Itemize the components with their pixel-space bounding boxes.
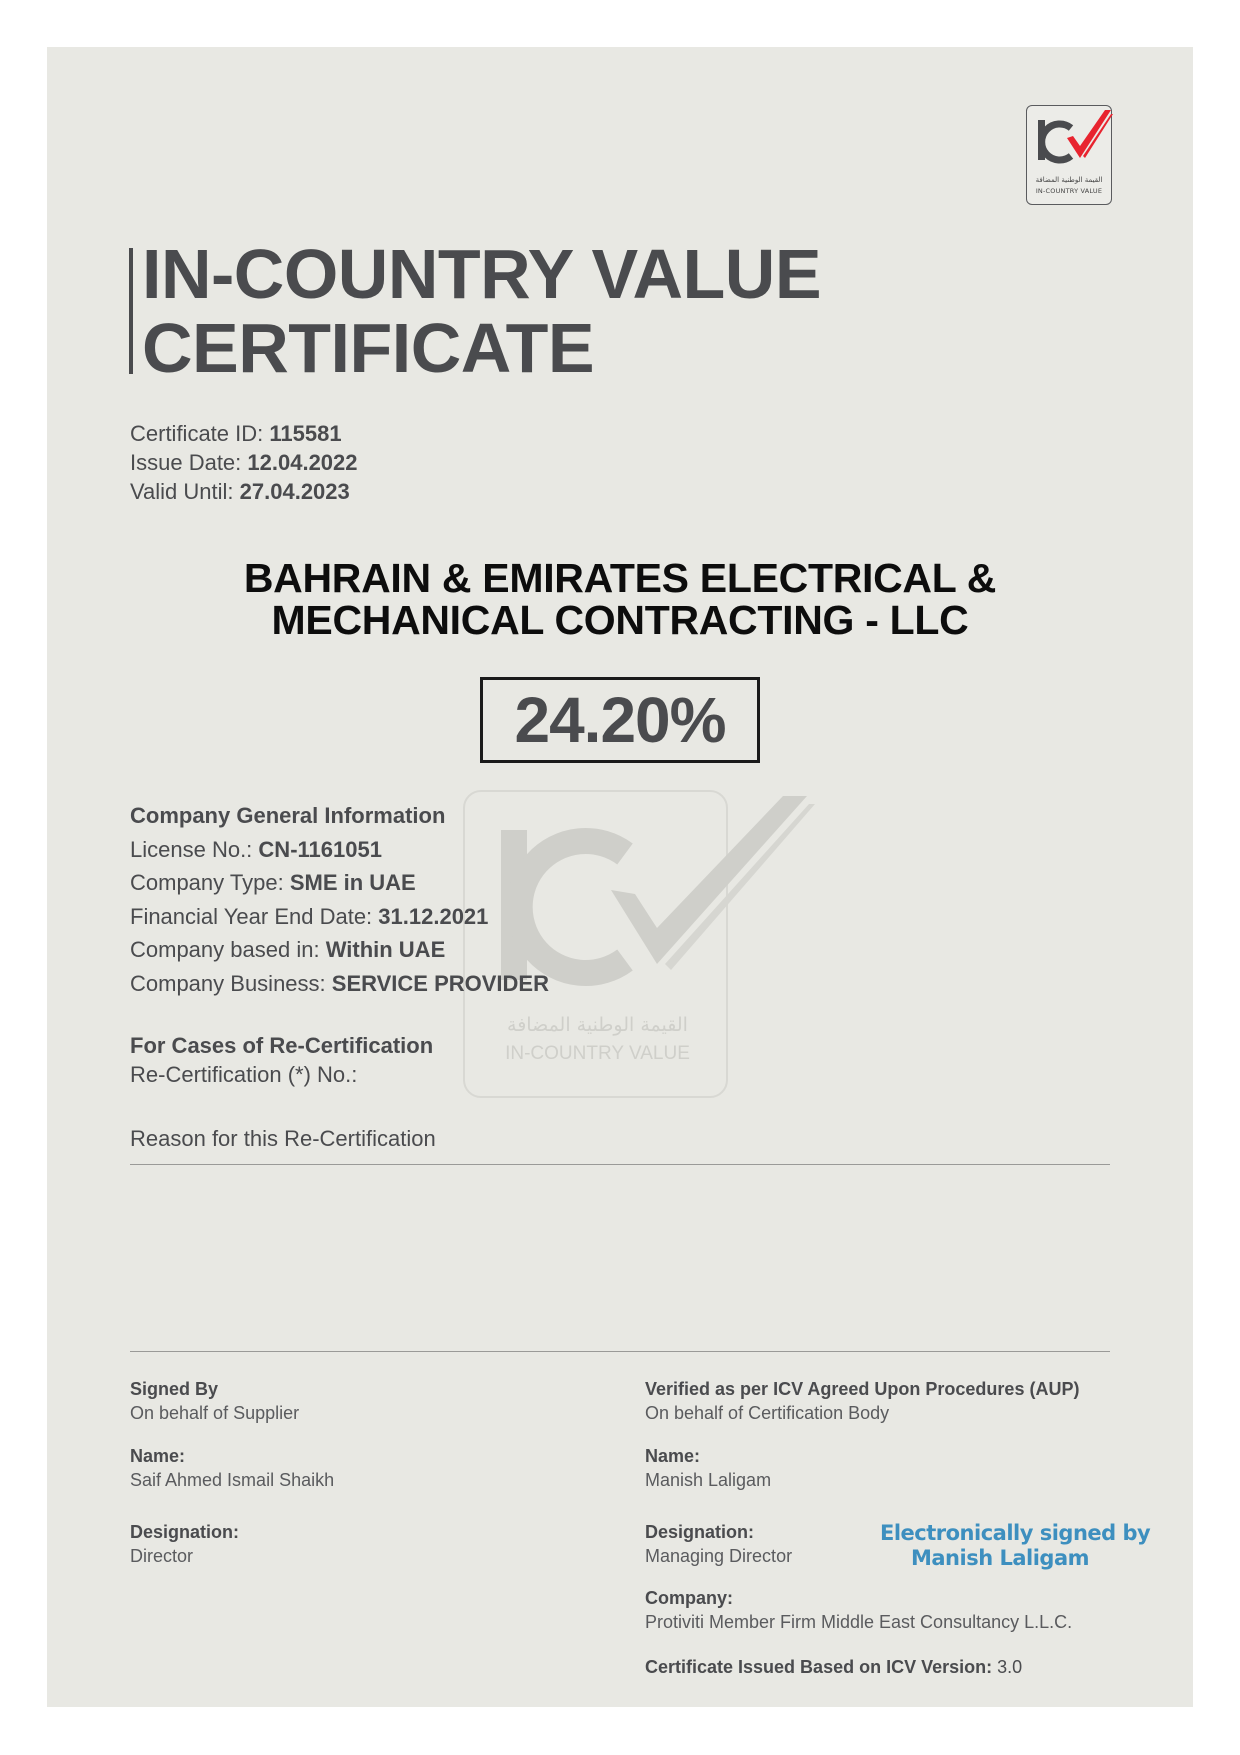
verified-label: Verified as per ICV Agreed Upon Procedures (AUP)	[645, 1379, 1080, 1399]
verifier-designation-label: Designation:	[645, 1522, 755, 1542]
company-based-label: Company based in:	[130, 937, 320, 962]
company-name-line-1: BAHRAIN & EMIRATES ELECTRICAL &	[243, 555, 997, 601]
company-name-line-2: MECHANICAL CONTRACTING - LLC	[271, 597, 969, 643]
company-business-row	[130, 971, 549, 997]
recert-reason-label: Reason for this Re-Certification	[130, 1126, 436, 1151]
icv-version-label: Certificate Issued Based on ICV Version:	[645, 1657, 993, 1677]
recert-heading: For Cases of Re-Certification	[130, 1033, 434, 1058]
financial-year-value: 31.12.2021	[378, 904, 489, 929]
company-type-value: SME in UAE	[289, 870, 416, 895]
company-type-label: Company Type:	[130, 870, 284, 895]
reason-divider	[130, 1164, 1110, 1165]
signed-by-value: On behalf of Supplier	[130, 1403, 300, 1423]
financial-year-row	[130, 904, 488, 930]
supplier-designation-label: Designation:	[130, 1522, 240, 1542]
valid-until-value: 27.04.2023	[239, 479, 350, 504]
logo-english-text: IN-COUNTRY VALUE	[1035, 187, 1103, 195]
verifier-name-label: Name:	[645, 1446, 701, 1466]
recert-number-label: Re-Certification (*) No.:	[130, 1062, 358, 1087]
issue-date-row	[130, 450, 358, 476]
verified-value: On behalf of Certification Body	[645, 1403, 890, 1423]
company-based-value: Within UAE	[325, 937, 446, 962]
icv-watermark	[463, 790, 728, 1098]
license-value: CN-1161051	[258, 837, 382, 862]
title-accent-bar	[129, 248, 133, 374]
icv-score-box	[480, 677, 760, 763]
signature-divider	[130, 1351, 1110, 1352]
license-label: License No.:	[130, 837, 253, 862]
verifier-name-value: Manish Laligam	[645, 1470, 772, 1490]
title-line-1: IN-COUNTRY VALUE	[142, 235, 822, 313]
certificate-id-row	[130, 421, 342, 447]
signed-by-label: Signed By	[130, 1379, 219, 1399]
valid-until-label: Valid Until:	[130, 479, 234, 504]
electronic-signature	[880, 1521, 1151, 1571]
supplier-name-value: Saif Ahmed Ismail Shaikh	[130, 1470, 335, 1490]
company-based-row	[130, 937, 445, 963]
watermark-english-text: IN-COUNTRY VALUE	[505, 1043, 690, 1064]
verifier-company-label: Company:	[645, 1588, 734, 1608]
issue-date-label: Issue Date:	[130, 450, 242, 475]
esign-line-1: Electronically signed by	[880, 1521, 1151, 1545]
esign-line-2: Manish Laligam	[910, 1546, 1089, 1570]
title-line-2: CERTIFICATE	[142, 309, 595, 387]
logo-arabic-text: القيمة الوطنية المضافة	[1035, 176, 1103, 184]
general-info-heading: Company General Information	[130, 803, 446, 828]
financial-year-label: Financial Year End Date:	[130, 904, 373, 929]
license-row	[130, 837, 382, 863]
valid-until-row	[130, 479, 350, 505]
certificate-id-label: Certificate ID:	[130, 421, 264, 446]
icv-version-row	[645, 1657, 1022, 1678]
supplier-designation-value: Director	[130, 1546, 194, 1566]
icv-version-value: 3.0	[997, 1657, 1023, 1677]
company-business-value: SERVICE PROVIDER	[331, 971, 549, 996]
watermark-arabic-text: القيمة الوطنية المضافة	[507, 1014, 688, 1036]
icv-logo	[1026, 105, 1112, 205]
company-business-label: Company Business:	[130, 971, 326, 996]
supplier-name-label: Name:	[130, 1446, 186, 1466]
verifier-designation-value: Managing Director	[645, 1546, 793, 1566]
verifier-company-value: Protiviti Member Firm Middle East Consultancy L.L.C.	[645, 1612, 1073, 1632]
company-type-row	[130, 870, 416, 896]
issue-date-value: 12.04.2022	[247, 450, 358, 475]
certificate-id-value: 115581	[269, 421, 342, 446]
icv-score-value: 24.20%	[514, 684, 726, 756]
